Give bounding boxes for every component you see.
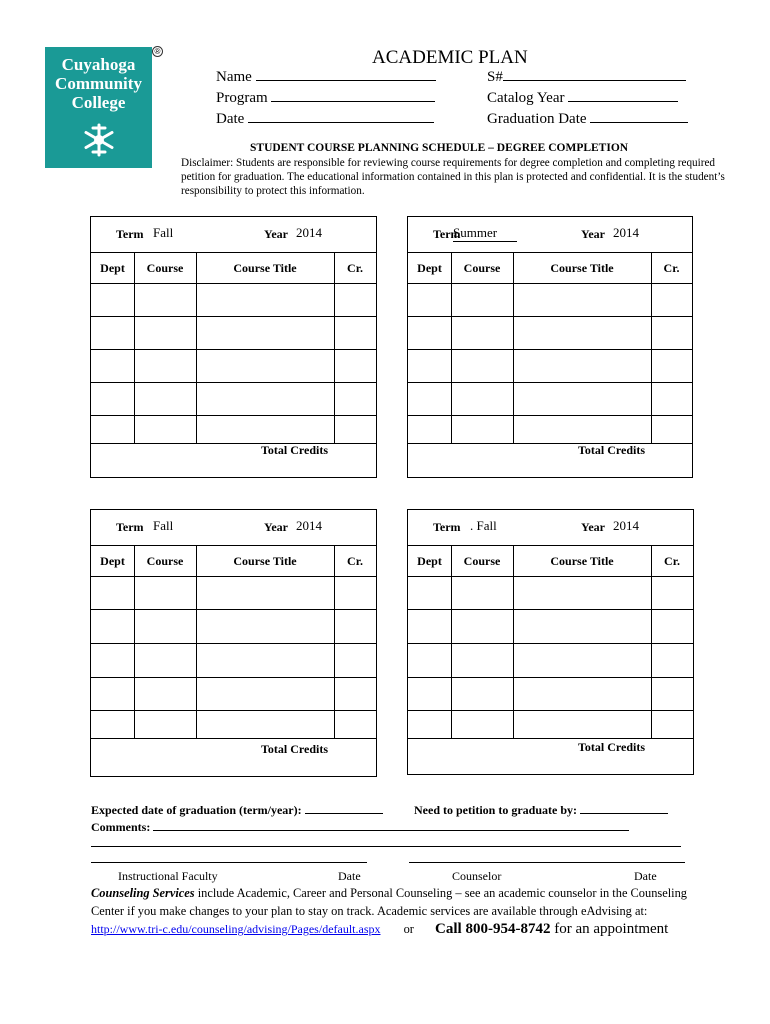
- course-title-header: Course Title: [233, 554, 297, 568]
- catalog-label: Catalog Year: [487, 90, 565, 106]
- college-logo: [45, 47, 152, 168]
- petition-field[interactable]: [414, 801, 668, 818]
- or-text: or: [403, 922, 414, 936]
- course-header: Course: [463, 554, 501, 568]
- term-label: Term: [116, 520, 144, 534]
- graduation-date-field[interactable]: [487, 110, 688, 128]
- table-row-line: [91, 316, 376, 317]
- table-row-line: [91, 382, 376, 383]
- faculty-label: Instructional Faculty: [118, 869, 218, 883]
- catalog-year-field[interactable]: [487, 89, 678, 107]
- course-title-header: Course Title: [550, 554, 614, 568]
- course-header: Course: [146, 554, 184, 568]
- term-value[interactable]: Summer: [453, 225, 517, 242]
- year-label: Year: [264, 227, 288, 241]
- term-label: Term: [433, 227, 461, 241]
- table-bottom-line: [408, 738, 693, 739]
- counseling-services-text: [91, 886, 687, 901]
- program-label: Program: [216, 90, 268, 106]
- year-label: Year: [581, 227, 605, 241]
- services-rest: include Academic, Career and Personal Counseling – see an academic counselor in the Counseling: [194, 886, 687, 900]
- credits-header: Cr.: [347, 261, 363, 275]
- course-title-header: Course Title: [233, 261, 297, 275]
- table-row-line: [408, 576, 693, 577]
- year-value[interactable]: 2014: [296, 225, 322, 240]
- year-value[interactable]: 2014: [296, 518, 322, 533]
- schedule-title: STUDENT COURSE PLANNING SCHEDULE – DEGREE COMPLETION: [250, 142, 629, 154]
- total-credits-label: Total Credits: [260, 443, 328, 457]
- table-row-line: [408, 677, 693, 678]
- term-table-4: [407, 509, 694, 775]
- petition-label: Need to petition to graduate by:: [414, 803, 577, 817]
- date-field[interactable]: [216, 110, 434, 128]
- graduation-label: Graduation Date: [487, 111, 587, 127]
- term-label: Term: [433, 520, 461, 534]
- services-bold: Counseling Services: [91, 886, 195, 900]
- credits-header: Cr.: [347, 554, 363, 568]
- term-value[interactable]: Fall: [153, 518, 174, 533]
- total-credits-label: Total Credits: [260, 742, 328, 756]
- table-row-line: [91, 710, 376, 711]
- table-row-line: [91, 283, 376, 284]
- dept-header: Dept: [100, 554, 125, 568]
- dept-header: Dept: [417, 554, 442, 568]
- comments-line-2: [91, 846, 681, 847]
- faculty-date-label: Date: [338, 869, 361, 883]
- term-label: Term: [116, 227, 144, 241]
- table-row-line: [408, 349, 692, 350]
- table-row-line: [408, 382, 692, 383]
- year-value[interactable]: 2014: [613, 225, 639, 240]
- table-row-line: [91, 576, 376, 577]
- sid-field[interactable]: [487, 68, 686, 86]
- credits-header: Cr.: [664, 554, 680, 568]
- comments-label: Comments:: [91, 820, 151, 834]
- contact-line: [91, 921, 668, 938]
- date-label: Date: [216, 111, 245, 127]
- page-title: ACADEMIC PLAN: [372, 47, 528, 68]
- table-row-line: [408, 316, 692, 317]
- term-table-3: [90, 509, 377, 777]
- table-row-line: [91, 349, 376, 350]
- services-line-2: Center if you make changes to your plan to stay on track. Academic services are available through eAdvising at:: [91, 904, 648, 918]
- call-number: Call 800-954-8742: [435, 921, 551, 937]
- dept-header: Dept: [417, 261, 442, 275]
- name-field[interactable]: [216, 68, 436, 86]
- disclaimer: Disclaimer: Students are responsible for reviewing course requirements for degree completion and completing required petition for graduation. The educational information contained in this plan is protected and confidential. It is the student’s responsibility to protect this information.: [181, 157, 725, 197]
- term-table-1: [90, 216, 377, 478]
- course-header: Course: [146, 261, 184, 275]
- dept-header: Dept: [100, 261, 125, 275]
- course-header: Course: [463, 261, 501, 275]
- year-label: Year: [581, 520, 605, 534]
- table-row-line: [408, 415, 692, 416]
- table-bottom-line: [91, 738, 376, 739]
- term-value[interactable]: . Fall: [470, 518, 497, 533]
- table-row-line: [408, 643, 693, 644]
- snowflake-icon: [82, 123, 116, 157]
- table-row-line: [91, 415, 376, 416]
- logo-line3: College: [71, 93, 126, 112]
- credits-header: Cr.: [663, 261, 680, 275]
- expected-graduation-field[interactable]: [91, 801, 383, 818]
- term-value[interactable]: Fall: [153, 225, 174, 240]
- name-label: Name: [216, 69, 252, 85]
- advising-link[interactable]: http://www.tri-c.edu/counseling/advising/Pages/default.aspx: [91, 922, 381, 936]
- table-bottom-line: [408, 443, 692, 444]
- program-field[interactable]: [216, 89, 435, 107]
- table-row-line: [408, 710, 693, 711]
- table-row-line: [91, 609, 376, 610]
- expected-label: Expected date of graduation (term/year):: [91, 803, 302, 817]
- table-row-line: [408, 609, 693, 610]
- counselor-signature-line[interactable]: [409, 862, 685, 863]
- logo-line2: Community: [55, 74, 142, 93]
- sid-label: S#: [487, 69, 503, 85]
- year-value[interactable]: 2014: [613, 518, 639, 533]
- course-title-header: Course Title: [550, 261, 614, 275]
- total-credits-label: Total Credits: [577, 740, 645, 754]
- logo-line1: Cuyahoga: [61, 55, 136, 74]
- counselor-label: Counselor: [452, 869, 502, 883]
- table-bottom-line: [91, 443, 376, 444]
- faculty-signature-line[interactable]: [91, 862, 367, 863]
- comments-field[interactable]: [91, 818, 629, 835]
- registered-mark: ®: [152, 46, 163, 57]
- counselor-date-label: Date: [634, 869, 657, 883]
- year-label: Year: [264, 520, 288, 534]
- table-row-line: [91, 677, 376, 678]
- call-rest: for an appointment: [550, 921, 669, 937]
- total-credits-label: Total Credits: [577, 443, 645, 457]
- table-row-line: [408, 283, 692, 284]
- table-row-line: [91, 643, 376, 644]
- term-table-2: [407, 216, 693, 478]
